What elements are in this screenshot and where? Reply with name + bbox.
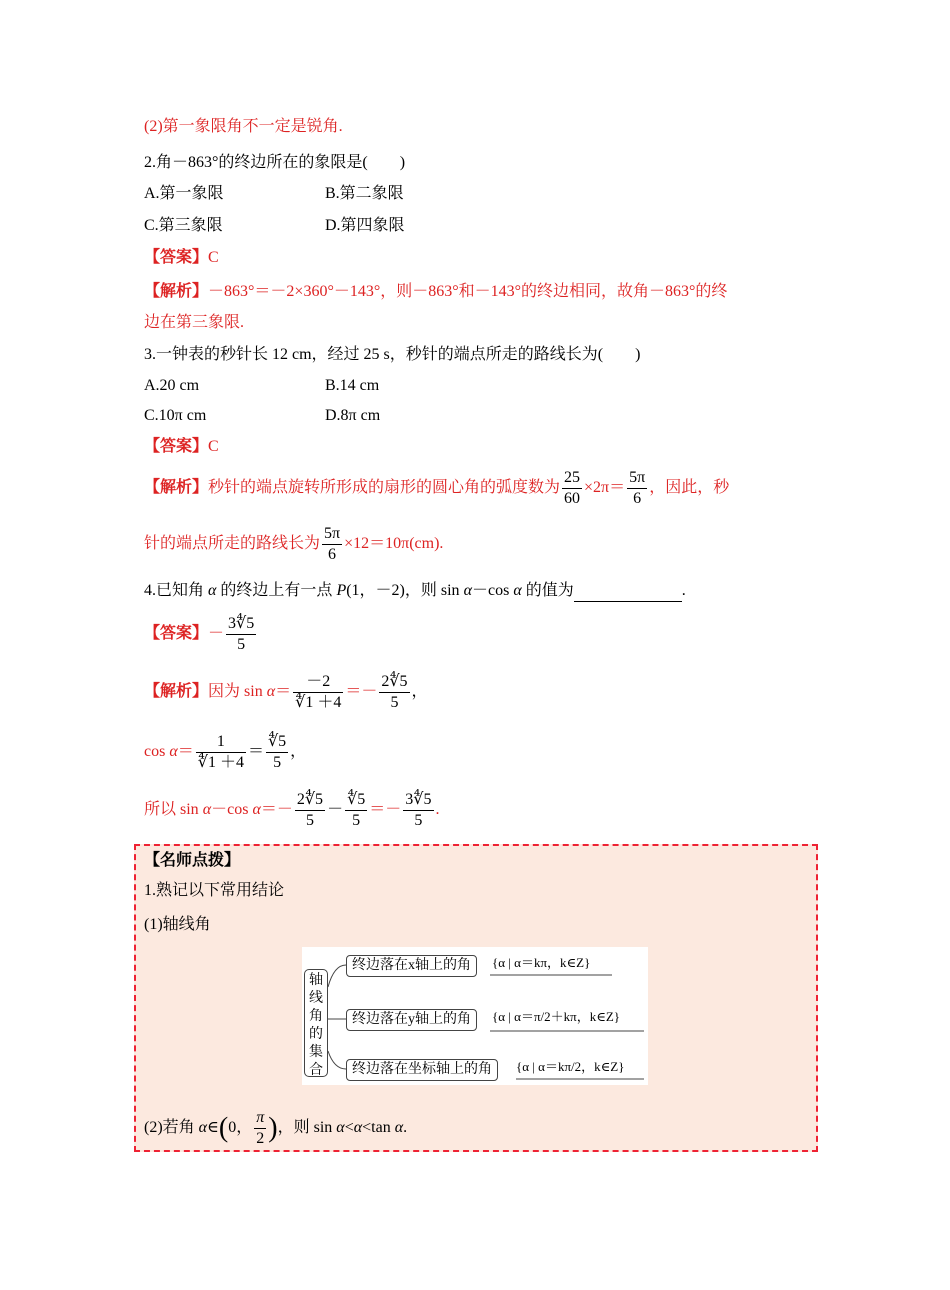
- diagram-set-coordinate-axes: {α | α＝kπ/2，k∈Z}: [516, 1059, 625, 1074]
- cos-result-fraction: $\frac{∜5}{5}$: [267, 733, 287, 771]
- diagram-label: 轴 线 角 的 集 合: [304, 969, 328, 1077]
- explanation-tag: 【解析】: [144, 683, 209, 701]
- explanation-text: ×12＝10π(cm).: [344, 535, 444, 553]
- explanation-text: ×2π＝: [584, 479, 626, 497]
- q3-explanation-line1: [144, 468, 729, 509]
- explanation-text: ，因此，秒: [649, 479, 730, 497]
- q2-option-c: C.第三象限: [144, 217, 223, 234]
- tips-item1-sub: (1)轴线角: [144, 916, 211, 933]
- q4-explanation-result: 所以 sin α－cos α＝－ $\frac{2∜5}{5}$ － $\frac{∜5}{5}$ ＝－ $\frac{3∜5}{5}$ .: [144, 791, 440, 829]
- answer-value: C: [208, 438, 219, 455]
- pi-over-2: $\frac{\pi}{2}$: [256, 1109, 265, 1147]
- fraction-5pi-6: $\frac{5\pi}{6}$: [629, 469, 646, 507]
- answer-tag: 【答案】: [144, 438, 209, 455]
- sin-fraction: $\frac{-2}{∜1 +4}$: [295, 673, 342, 711]
- explanation-tag: 【解析】: [144, 479, 209, 497]
- q2-answer: [144, 247, 219, 269]
- q3-option-a: A.20 cm: [144, 377, 200, 394]
- q2-explanation-line2: 边在第三象限.: [144, 314, 245, 331]
- cos-fraction: $\frac{1}{∜1 +4}$: [197, 733, 244, 771]
- sin-result-fraction: $\frac{2∜5}{5}$: [381, 673, 408, 711]
- result-fraction-3: $\frac{3∜5}{5}$: [405, 791, 432, 829]
- tips-title: 【名师点拨】: [144, 852, 241, 869]
- answer-tag: 【答案】: [144, 625, 209, 643]
- q4-answer: 【答案】－ $\frac{3∜5}{5}$: [144, 615, 255, 653]
- q2-option-d: D.第四象限: [325, 217, 405, 234]
- answer-fraction: $\frac{3∜5}{5}$: [228, 615, 255, 653]
- q2-option-a: A.第一象限: [144, 185, 224, 202]
- q2-option-b: B.第二象限: [325, 185, 404, 202]
- diagram-row-y-axis: 终边落在y轴上的角: [346, 1009, 477, 1031]
- q4-explanation-cos: cos α＝ $\frac{1}{∜1 +4}$ ＝ $\frac{∜5}{5}$ ，: [144, 733, 307, 771]
- fraction-5pi-6: $\frac{5\pi}{6}$: [324, 525, 341, 563]
- explanation-text: 秒针的端点旋转所形成的扇形的圆心角的弧度数为: [208, 479, 561, 497]
- diagram-row-x-axis: 终边落在x轴上的角: [346, 955, 477, 977]
- answer-blank[interactable]: [574, 585, 682, 602]
- explanation-tag: 【解析】: [144, 283, 209, 300]
- q4-stem: 4.已知角 α 的终边上有一点 P(1，－2)，则 sin α－cos α 的值为 .: [144, 580, 686, 602]
- q3-option-d: D.8π cm: [325, 407, 381, 424]
- diagram-set-y-axis: {α | α＝π/2＋kπ，k∈Z}: [492, 1009, 621, 1024]
- q4-explanation-sin: 【解析】因为 sin α＝ $\frac{-2}{∜1 +4}$ ＝－ $\frac{2∜5}{5}$ ，: [144, 673, 428, 711]
- diagram-row-coordinate-axes: 终边落在坐标轴上的角: [346, 1059, 498, 1081]
- tips-item2: (2)若角 α∈(0， $\frac{\pi}{2}$ )，则 sin α<α<tan α.: [144, 1109, 408, 1147]
- q3-option-c: C.10π cm: [144, 407, 207, 424]
- diagram-set-x-axis: {α | α＝kπ，k∈Z}: [492, 955, 591, 970]
- answer-tag: 【答案】: [144, 249, 209, 266]
- q3-stem: 3.一钟表的秒针长 12 cm，经过 25 s，秒针的端点所走的路线长为( ): [144, 346, 641, 363]
- explanation-text: 针的端点所走的路线长为: [144, 535, 321, 553]
- q2-stem: 2.角－863°的终边所在的象限是( ): [144, 154, 406, 171]
- q3-option-b: B.14 cm: [325, 377, 380, 394]
- fraction-25-60: $\frac{25}{60}$: [564, 469, 581, 507]
- axis-angle-diagram: [302, 947, 648, 1085]
- q3-explanation-line2: [144, 524, 443, 565]
- result-fraction-2: $\frac{∜5}{5}$: [347, 791, 366, 829]
- tips-item1: 1.熟记以下常用结论: [144, 882, 285, 899]
- q3-answer: [144, 436, 219, 458]
- result-fraction-1: $\frac{2∜5}{5}$: [296, 791, 324, 829]
- explanation-text: －863°＝－2×360°－143°，则－863°和－143°的终边相同，故角－863°的终: [208, 283, 728, 300]
- answer-value: C: [208, 249, 219, 266]
- q2-explanation-line1: [144, 281, 727, 303]
- q1-note: (2)第一象限角不一定是锐角.: [144, 118, 343, 135]
